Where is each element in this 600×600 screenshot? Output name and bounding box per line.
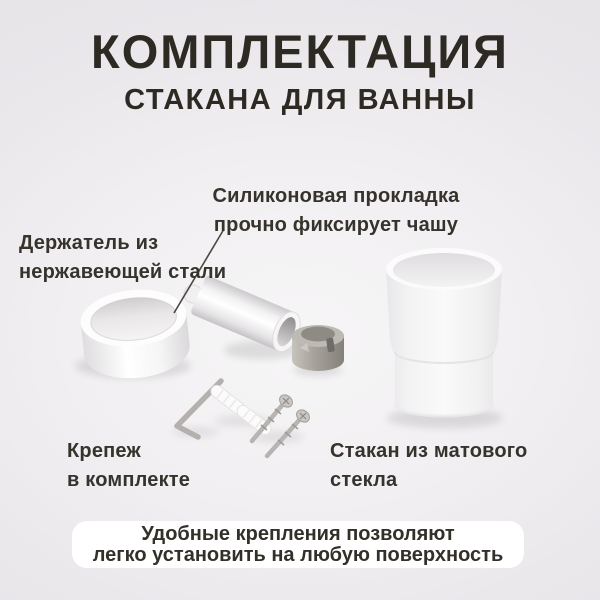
- callout-glass-line2: стекла: [330, 469, 398, 491]
- footer-note-line2: легко установить на любую поверхность: [92, 543, 504, 566]
- callout-fasteners-line1: Крепеж: [67, 440, 141, 462]
- callout-steel-holder: [19, 229, 226, 287]
- footer-note-line1: Удобные крепления позволяют: [141, 522, 455, 545]
- page-title: КОМПЛЕКТАЦИЯ: [91, 25, 509, 78]
- callout-frosted-glass: [330, 437, 527, 495]
- callout-gasket-line2: прочно фиксирует чашу: [213, 214, 459, 236]
- page-subtitle: СТАКАНА ДЛЯ ВАННЫ: [124, 84, 476, 116]
- callout-gasket-line1: Силиконовая прокладка: [212, 185, 460, 207]
- callout-holder-line1: Держатель из: [19, 232, 159, 254]
- callout-holder-line2: нержавеющей стали: [19, 261, 227, 283]
- footer-note-box: [72, 521, 524, 568]
- callout-fasteners: [67, 437, 190, 495]
- callout-glass-line1: Стакан из матового: [330, 440, 528, 462]
- callout-silicone-gasket: [200, 182, 472, 240]
- frosted-glass-cup-image: [386, 248, 502, 416]
- callout-fasteners-line2: в комплекте: [67, 469, 191, 491]
- wall-bracket-image: [292, 325, 344, 371]
